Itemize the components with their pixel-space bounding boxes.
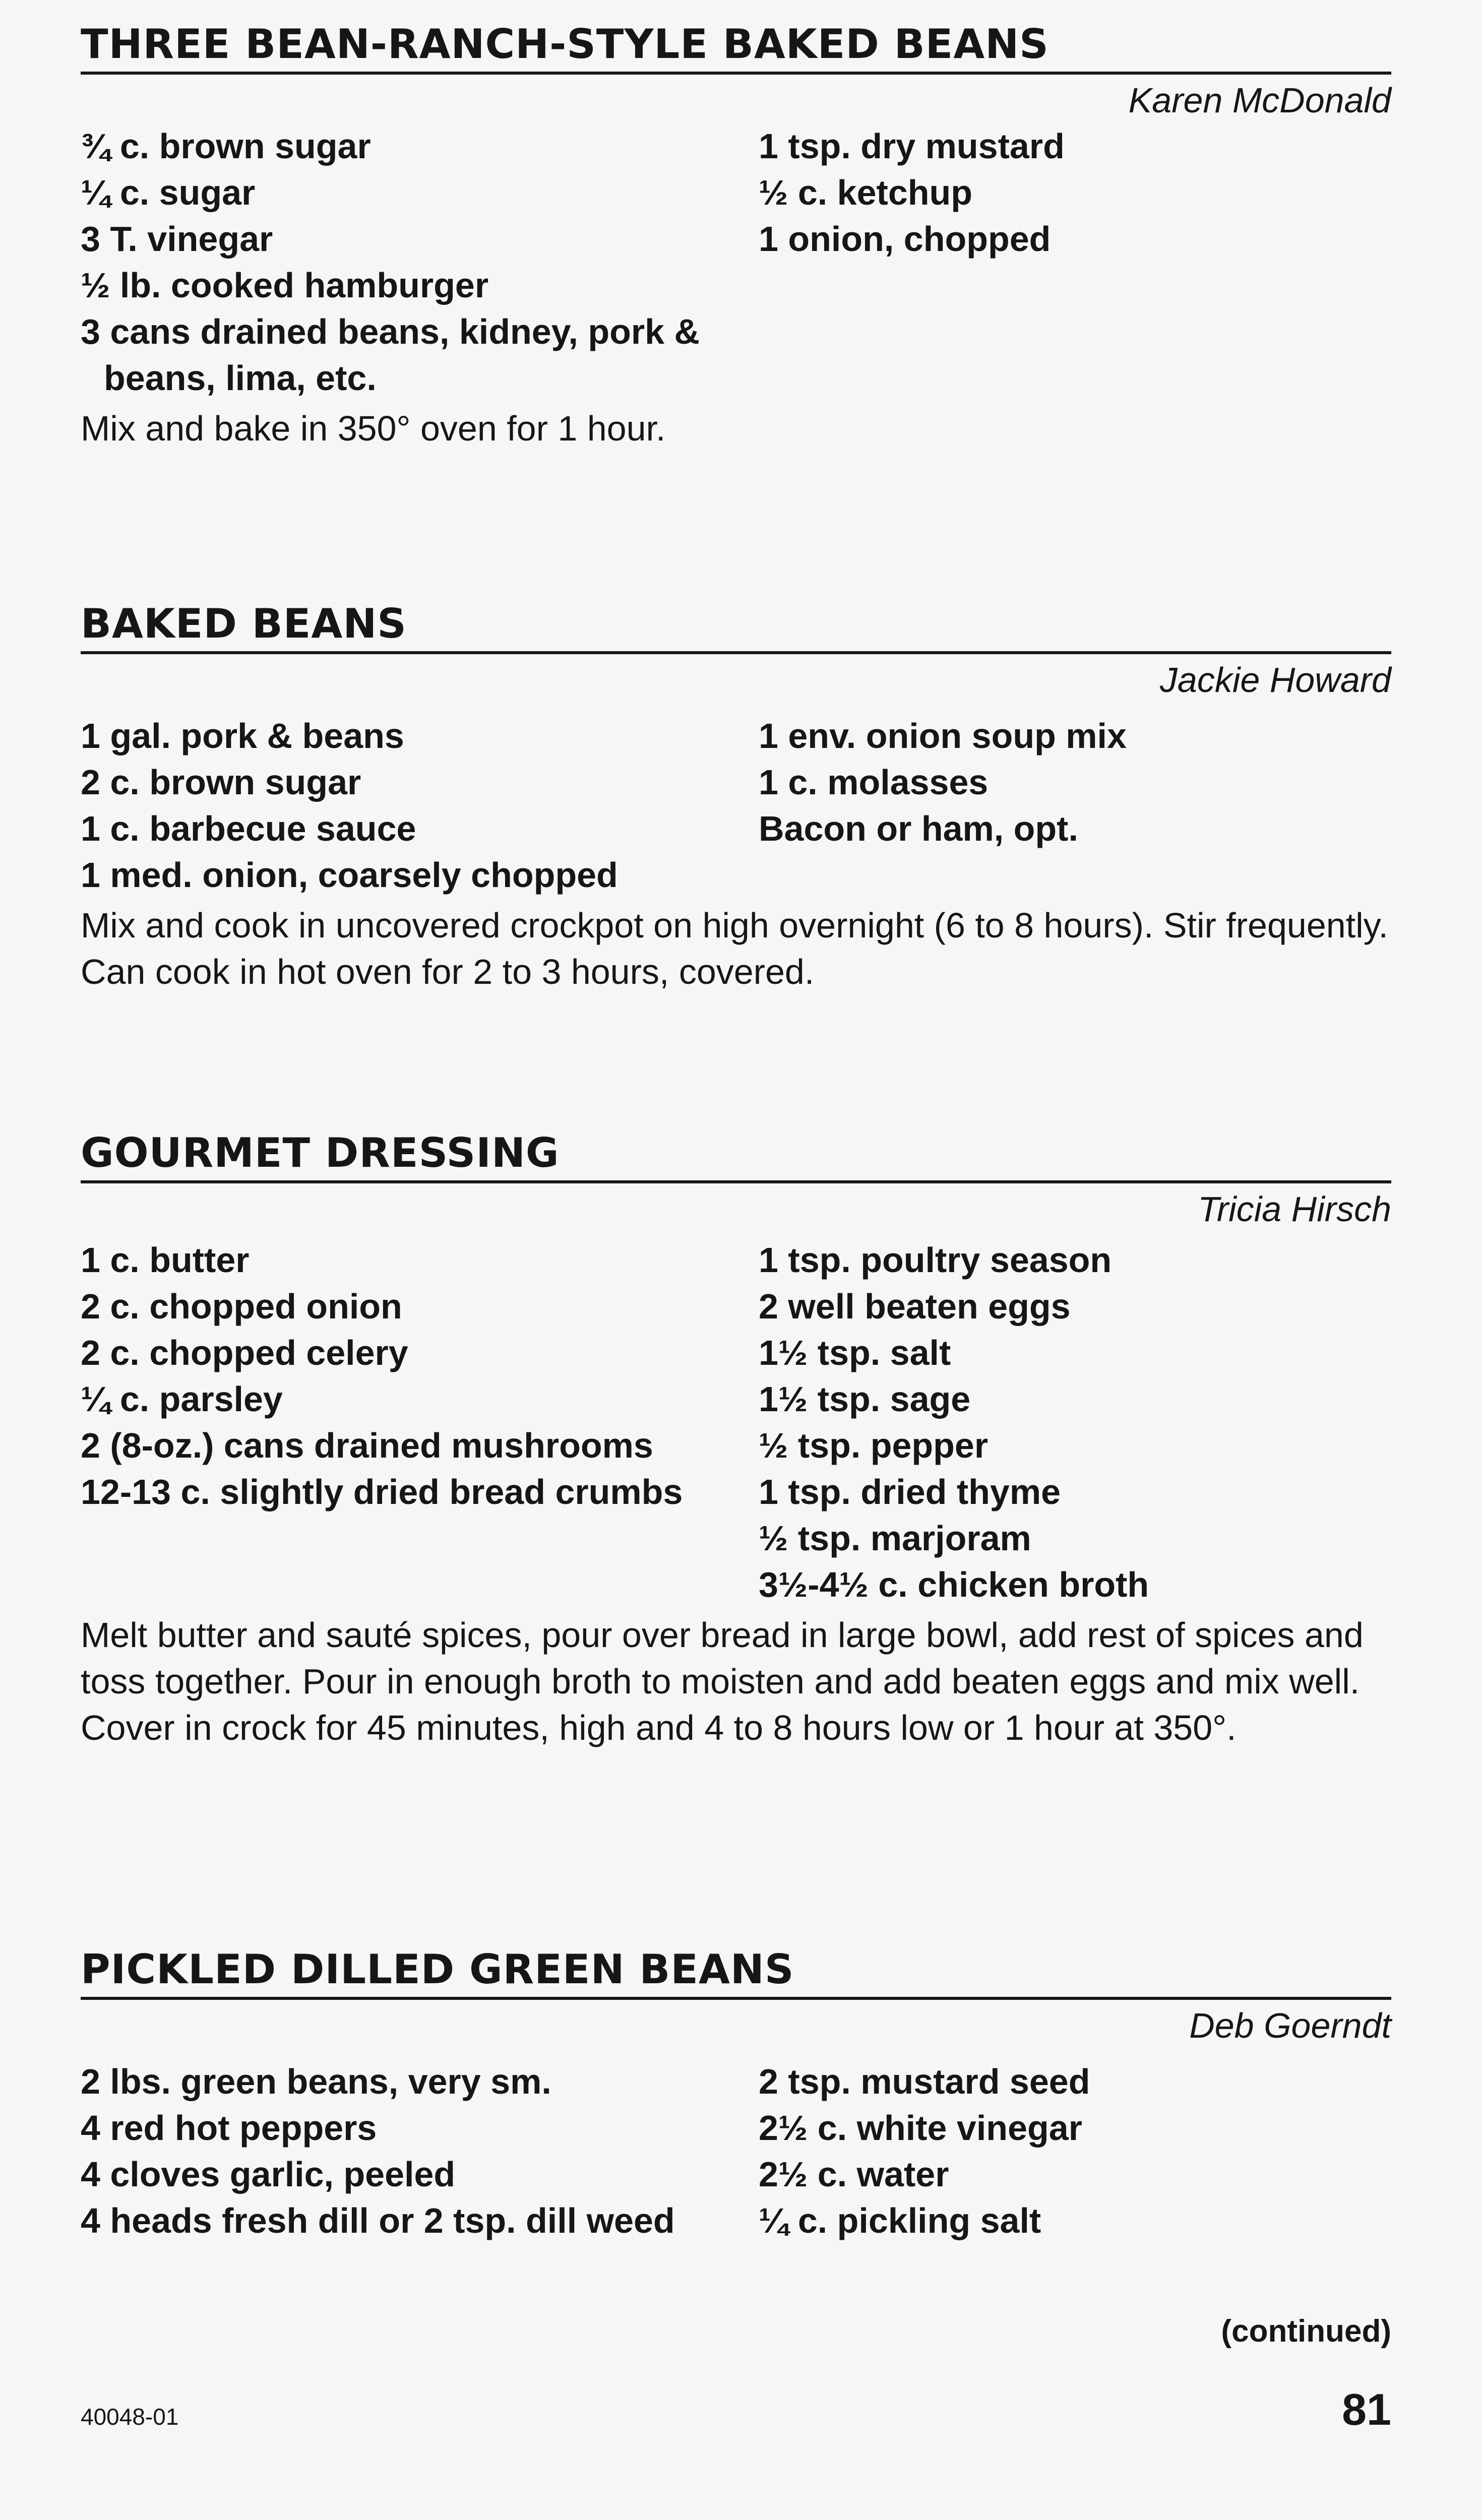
recipe-three-bean-ranch <box>81 20 1391 452</box>
ingredient-item: 4 red hot peppers <box>81 2108 377 2148</box>
ingredient-list <box>81 123 1391 401</box>
ingredient-item: 4 cloves garlic, peeled <box>81 2155 456 2194</box>
ingredient-item: 1 tsp. dried thyme <box>759 1472 1061 1511</box>
ingredient-column-right <box>759 713 1391 898</box>
recipe-directions: Mix and bake in 350° oven for 1 hour. <box>81 409 666 448</box>
ingredient-item: 1½ tsp. sage <box>759 1379 971 1419</box>
ingredient-item: ¼ c. parsley <box>81 1379 283 1419</box>
ingredient-item: 2 lbs. green beans, very sm. <box>81 2062 551 2101</box>
ingredient-item: 1 med. onion, coarsely chopped <box>81 855 618 895</box>
ingredient-item: 1½ tsp. salt <box>759 1333 951 1372</box>
ingredient-item: 3 cans drained beans, kidney, pork & beans, lima, etc. <box>81 312 700 398</box>
ingredient-item: 2 well beaten eggs <box>759 1287 1071 1326</box>
cookbook-page <box>81 20 1391 2490</box>
recipe-baked-beans <box>81 600 1391 995</box>
ingredient-item: ¼ c. pickling salt <box>759 2201 1041 2240</box>
ingredient-item: 2½ c. water <box>759 2155 949 2194</box>
ingredient-item: 1 env. onion soup mix <box>759 716 1127 755</box>
ingredient-item: ¼ c. sugar <box>81 173 256 212</box>
ingredient-item: ½ tsp. pepper <box>759 1426 989 1465</box>
recipe-author: Deb Goerndt <box>1189 2006 1391 2045</box>
ingredient-list <box>81 1237 1391 1608</box>
ingredient-item: 1 c. molasses <box>759 763 989 802</box>
recipe-pickled-dilled-green-beans <box>81 1945 1391 2244</box>
ingredient-column-left <box>81 123 759 401</box>
ingredient-item: 1 gal. pork & beans <box>81 716 404 755</box>
ingredient-list <box>81 713 1391 898</box>
ingredient-column-right <box>759 1237 1391 1608</box>
ingredient-item: 2 c. chopped onion <box>81 1287 402 1326</box>
ingredient-item: 2 (8-oz.) cans drained mushrooms <box>81 1426 653 1465</box>
ingredient-list <box>81 2058 1391 2244</box>
ingredient-item: 1 tsp. dry mustard <box>759 127 1065 166</box>
recipe-directions: Mix and cook in uncovered crockpot on high overnight (6 to 8 hours). Stir frequently. Can cook in hot oven for 2 to 3 hours, covered. <box>81 906 1388 991</box>
ingredient-item: 2 tsp. mustard seed <box>759 2062 1090 2101</box>
ingredient-column-left <box>81 713 759 898</box>
ingredient-column-right <box>759 2058 1391 2244</box>
recipe-gourmet-dressing <box>81 1129 1391 1751</box>
ingredient-item: 1 c. barbecue sauce <box>81 809 416 848</box>
recipe-title: THREE BEAN-RANCH-STYLE BAKED BEANS <box>81 20 1391 75</box>
ingredient-item: 1 c. butter <box>81 1240 250 1280</box>
ingredient-item: 2 c. chopped celery <box>81 1333 408 1372</box>
ingredient-item: 1 tsp. poultry season <box>759 1240 1112 1280</box>
ingredient-column-right <box>759 123 1391 401</box>
recipe-title: PICKLED DILLED GREEN BEANS <box>81 1945 1391 2000</box>
ingredient-item: ½ lb. cooked hamburger <box>81 266 489 305</box>
page-number: 81 <box>1342 2384 1391 2434</box>
recipe-author: Karen McDonald <box>1128 81 1391 120</box>
recipe-title: GOURMET DRESSING <box>81 1129 1391 1183</box>
continued-note: (continued) <box>1221 2314 1391 2349</box>
recipe-author: Tricia Hirsch <box>1198 1189 1391 1229</box>
ingredient-item: 4 heads fresh dill or 2 tsp. dill weed <box>81 2201 675 2240</box>
ingredient-item: 3½-4½ c. chicken broth <box>759 1565 1149 1604</box>
ingredient-item: 3 T. vinegar <box>81 219 273 259</box>
ingredient-column-left <box>81 2058 759 2244</box>
recipe-author: Jackie Howard <box>1159 660 1391 700</box>
ingredient-column-left <box>81 1237 759 1608</box>
footer-code: 40048-01 <box>81 2404 179 2430</box>
ingredient-item: Bacon or ham, opt. <box>759 809 1078 848</box>
ingredient-item: 1 onion, chopped <box>759 219 1051 259</box>
ingredient-item: 12-13 c. slightly dried bread crumbs <box>81 1472 683 1511</box>
recipe-title: BAKED BEANS <box>81 600 1391 654</box>
ingredient-item: ½ tsp. marjoram <box>759 1519 1031 1558</box>
ingredient-item: 2 c. brown sugar <box>81 763 361 802</box>
ingredient-item: ½ c. ketchup <box>759 173 973 212</box>
recipe-directions: Melt butter and sauté spices, pour over bread in large bowl, add rest of spices and toss together. Pour in enough broth to moisten and add beaten eggs and mix well. Cover in crock for 45 minutes, high and 4 to 8 hours low or 1 hour at 350°. <box>81 1615 1364 1747</box>
ingredient-item: 2½ c. white vinegar <box>759 2108 1082 2148</box>
ingredient-item: ¾ c. brown sugar <box>81 127 371 166</box>
